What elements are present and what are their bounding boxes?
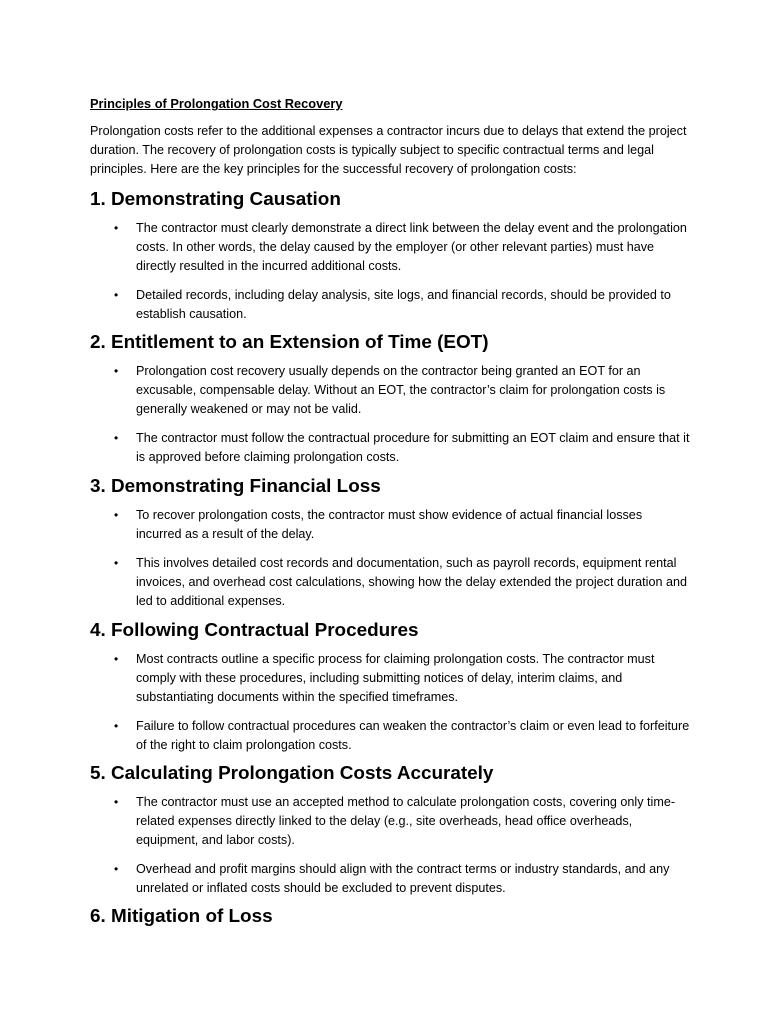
list-item [90,650,690,707]
list-item-text: Detailed records, including delay analysis, site logs, and financial records, should be provided to establish causation. [136,288,671,321]
bullet-icon: • [114,652,119,666]
section-heading-contractual-procedures: 4. Following Contractual Procedures [90,620,419,641]
bullet-icon: • [114,719,119,733]
bullet-icon: • [114,431,119,445]
list-item-text: Failure to follow contractual procedures can weaken the contractor’s claim or even lead to forfeiture of the right to claim prolongation costs. [136,719,690,752]
bullet-icon: • [114,508,119,522]
bullet-icon: • [114,364,119,378]
list-item [90,429,690,467]
section-heading-mitigation: 6. Mitigation of Loss [90,906,273,927]
list-item [90,219,690,276]
list-item [90,793,690,850]
list-item [90,860,690,898]
bullet-list-financial-loss [90,506,690,611]
bullet-icon: • [114,221,119,235]
section-heading-calculating-costs: 5. Calculating Prolongation Costs Accurately [90,763,494,784]
list-item-text: To recover prolongation costs, the contractor must show evidence of actual financial losses incurred as a result of the delay. [136,508,643,541]
intro-paragraph: Prolongation costs refer to the additional expenses a contractor incurs due to delays that extend the project duration. The recovery of prolongation costs is typically subject to specific contractual terms and legal principles. Here are the key principles for the successful recovery of prolongation costs: [90,124,687,176]
list-item-text: The contractor must follow the contractual procedure for submitting an EOT claim and ensure that it is approved before claiming prolongation costs. [136,431,690,464]
list-item [90,362,690,419]
section-heading-causation: 1. Demonstrating Causation [90,189,341,210]
list-item [90,286,690,324]
bullet-icon: • [114,862,119,876]
list-item-text: Prolongation cost recovery usually depends on the contractor being granted an EOT for an excusable, compensable delay. Without an EOT, the contractor’s claim for prolongation costs is generally weakened or may not be valid. [136,364,666,416]
list-item-text: Most contracts outline a specific process for claiming prolongation costs. The contractor must comply with these procedures, including submitting notices of delay, interim claims, and substantiating documents within the specified timeframes. [136,652,655,704]
bullet-list-calculating-costs [90,793,690,898]
list-item-text: The contractor must use an accepted method to calculate prolongation costs, covering only time-related expenses directly linked to the delay (e.g., site overheads, head office overheads, equipment, and labor costs). [136,795,676,847]
bullet-icon: • [114,288,119,302]
list-item-text: This involves detailed cost records and documentation, such as payroll records, equipment rental invoices, and overhead cost calculations, showing how the delay extended the project duration and led to additional expenses. [136,556,687,608]
bullet-list-eot [90,362,690,467]
section-heading-eot: 2. Entitlement to an Extension of Time (EOT) [90,332,489,353]
bullet-list-causation [90,219,690,324]
list-item [90,506,690,544]
section-heading-financial-loss: 3. Demonstrating Financial Loss [90,476,381,497]
list-item-text: Overhead and profit margins should align with the contract terms or industry standards, and any unrelated or inflated costs should be excluded to prevent disputes. [136,862,670,895]
document-title: Principles of Prolongation Cost Recovery [90,96,343,111]
bullet-icon: • [114,795,119,809]
list-item [90,717,690,755]
bullet-list-contractual-procedures [90,650,690,755]
list-item [90,554,690,611]
bullet-icon: • [114,556,119,570]
list-item-text: The contractor must clearly demonstrate a direct link between the delay event and the prolongation costs. In other words, the delay caused by the employer (or other relevant parties) must have directly resulted in the incurred additional costs. [136,221,687,273]
